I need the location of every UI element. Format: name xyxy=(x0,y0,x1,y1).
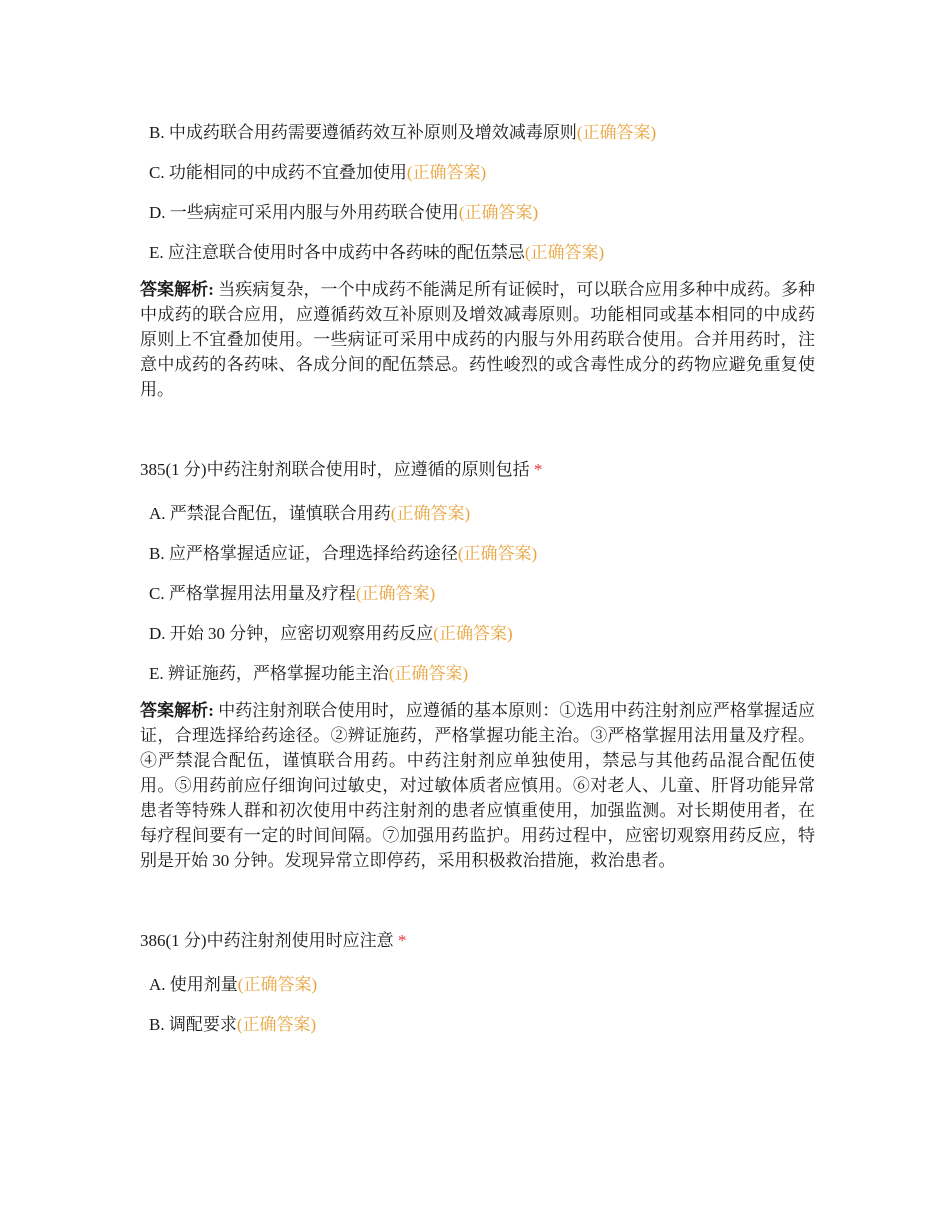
option-c[interactable] xyxy=(149,161,815,185)
required-mark: * xyxy=(397,931,407,950)
option-letter: E. xyxy=(149,664,164,683)
correct-answer-tag: (正确答案) xyxy=(236,1015,317,1034)
option-letter: B. xyxy=(149,123,165,142)
document-page xyxy=(140,118,815,1053)
required-mark: * xyxy=(533,460,543,479)
option-b[interactable] xyxy=(149,542,815,566)
correct-answer-tag: (正确答案) xyxy=(237,975,318,994)
answer-analysis xyxy=(140,698,815,873)
question-text: 386(1 分)中药注射剂使用时应注意 xyxy=(140,931,394,950)
question-384-options xyxy=(140,121,815,265)
correct-answer-tag: (正确答案) xyxy=(524,243,605,262)
option-text: 应严格掌握适应证，合理选择给药途径 xyxy=(168,544,458,563)
correct-answer-tag: (正确答案) xyxy=(457,544,538,563)
option-c[interactable] xyxy=(149,582,815,606)
question-386-title xyxy=(140,929,815,953)
option-text: 功能相同的中成药不宜叠加使用 xyxy=(168,163,407,182)
option-text: 严格掌握用法用量及疗程 xyxy=(168,584,356,603)
option-letter: B. xyxy=(149,544,165,563)
correct-answer-tag: (正确答案) xyxy=(576,123,657,142)
option-a[interactable] xyxy=(149,973,815,997)
answer-analysis xyxy=(140,277,815,402)
analysis-label: 答案解析: xyxy=(140,280,214,299)
correct-answer-tag: (正确答案) xyxy=(406,163,487,182)
option-letter: C. xyxy=(149,163,165,182)
question-text: 385(1 分)中药注射剂联合使用时，应遵循的原则包括 xyxy=(140,460,530,479)
analysis-text: 当疾病复杂，一个中成药不能满足所有证候时，可以联合应用多种中成药。多种中成药的联合应用，应遵循药效互补原则及增效减毒原则。功能相同或基本相同的中成药原则上不宜叠加使用。一些病证可采用中成药的内服与外用药联合使用。合并用药时，注意中成药的各药味、各成分间的配伍禁忌。药性峻烈的或含毒性成分的药物应避免重复使用。 xyxy=(140,280,815,399)
correct-answer-tag: (正确答案) xyxy=(355,584,436,603)
option-letter: A. xyxy=(149,504,166,523)
correct-answer-tag: (正确答案) xyxy=(388,664,469,683)
question-385-options xyxy=(140,502,815,686)
analysis-label: 答案解析: xyxy=(140,701,214,720)
option-text: 使用剂量 xyxy=(169,975,238,994)
question-385-title xyxy=(140,458,815,482)
option-b[interactable] xyxy=(149,121,815,145)
option-letter: D. xyxy=(149,203,166,222)
option-letter: C. xyxy=(149,584,165,603)
question-386-options xyxy=(140,973,815,1037)
option-text: 中成药联合用药需要遵循药效互补原则及增效减毒原则 xyxy=(168,123,577,142)
option-e[interactable] xyxy=(149,241,815,265)
option-text: 辨证施药，严格掌握功能主治 xyxy=(167,664,389,683)
correct-answer-tag: (正确答案) xyxy=(458,203,539,222)
option-d[interactable] xyxy=(149,622,815,646)
option-text: 一些病症可采用内服与外用药联合使用 xyxy=(169,203,459,222)
option-letter: B. xyxy=(149,1015,165,1034)
option-letter: E. xyxy=(149,243,164,262)
correct-answer-tag: (正确答案) xyxy=(390,504,471,523)
option-text: 开始 30 分钟，应密切观察用药反应 xyxy=(169,624,434,643)
option-d[interactable] xyxy=(149,201,815,225)
option-a[interactable] xyxy=(149,502,815,526)
option-text: 调配要求 xyxy=(168,1015,237,1034)
option-letter: D. xyxy=(149,624,166,643)
option-text: 应注意联合使用时各中成药中各药味的配伍禁忌 xyxy=(167,243,525,262)
option-b[interactable] xyxy=(149,1013,815,1037)
option-text: 严禁混合配伍，谨慎联合用药 xyxy=(169,504,391,523)
correct-answer-tag: (正确答案) xyxy=(433,624,513,643)
option-e[interactable] xyxy=(149,662,815,686)
option-letter: A. xyxy=(149,975,166,994)
analysis-text: 中药注射剂联合使用时，应遵循的基本原则：①选用中药注射剂应严格掌握适应证，合理选择给药途径。②辨证施药，严格掌握功能主治。③严格掌握用法用量及疗程。④严禁混合配伍，谨慎联合用药。中药注射剂应单独使用，禁忌与其他药品混合配伍使用。⑤用药前应仔细询问过敏史，对过敏体质者应慎用。⑥对老人、儿童、肝肾功能异常患者等特殊人群和初次使用中药注射剂的患者应慎重使用，加强监测。对长期使用者，在每疗程间要有一定的时间间隔。⑦加强用药监护。用药过程中，应密切观察用药反应，特别是开始 30 分钟。发现异常立即停药，采用积极救治措施，救治患者。 xyxy=(140,701,815,870)
